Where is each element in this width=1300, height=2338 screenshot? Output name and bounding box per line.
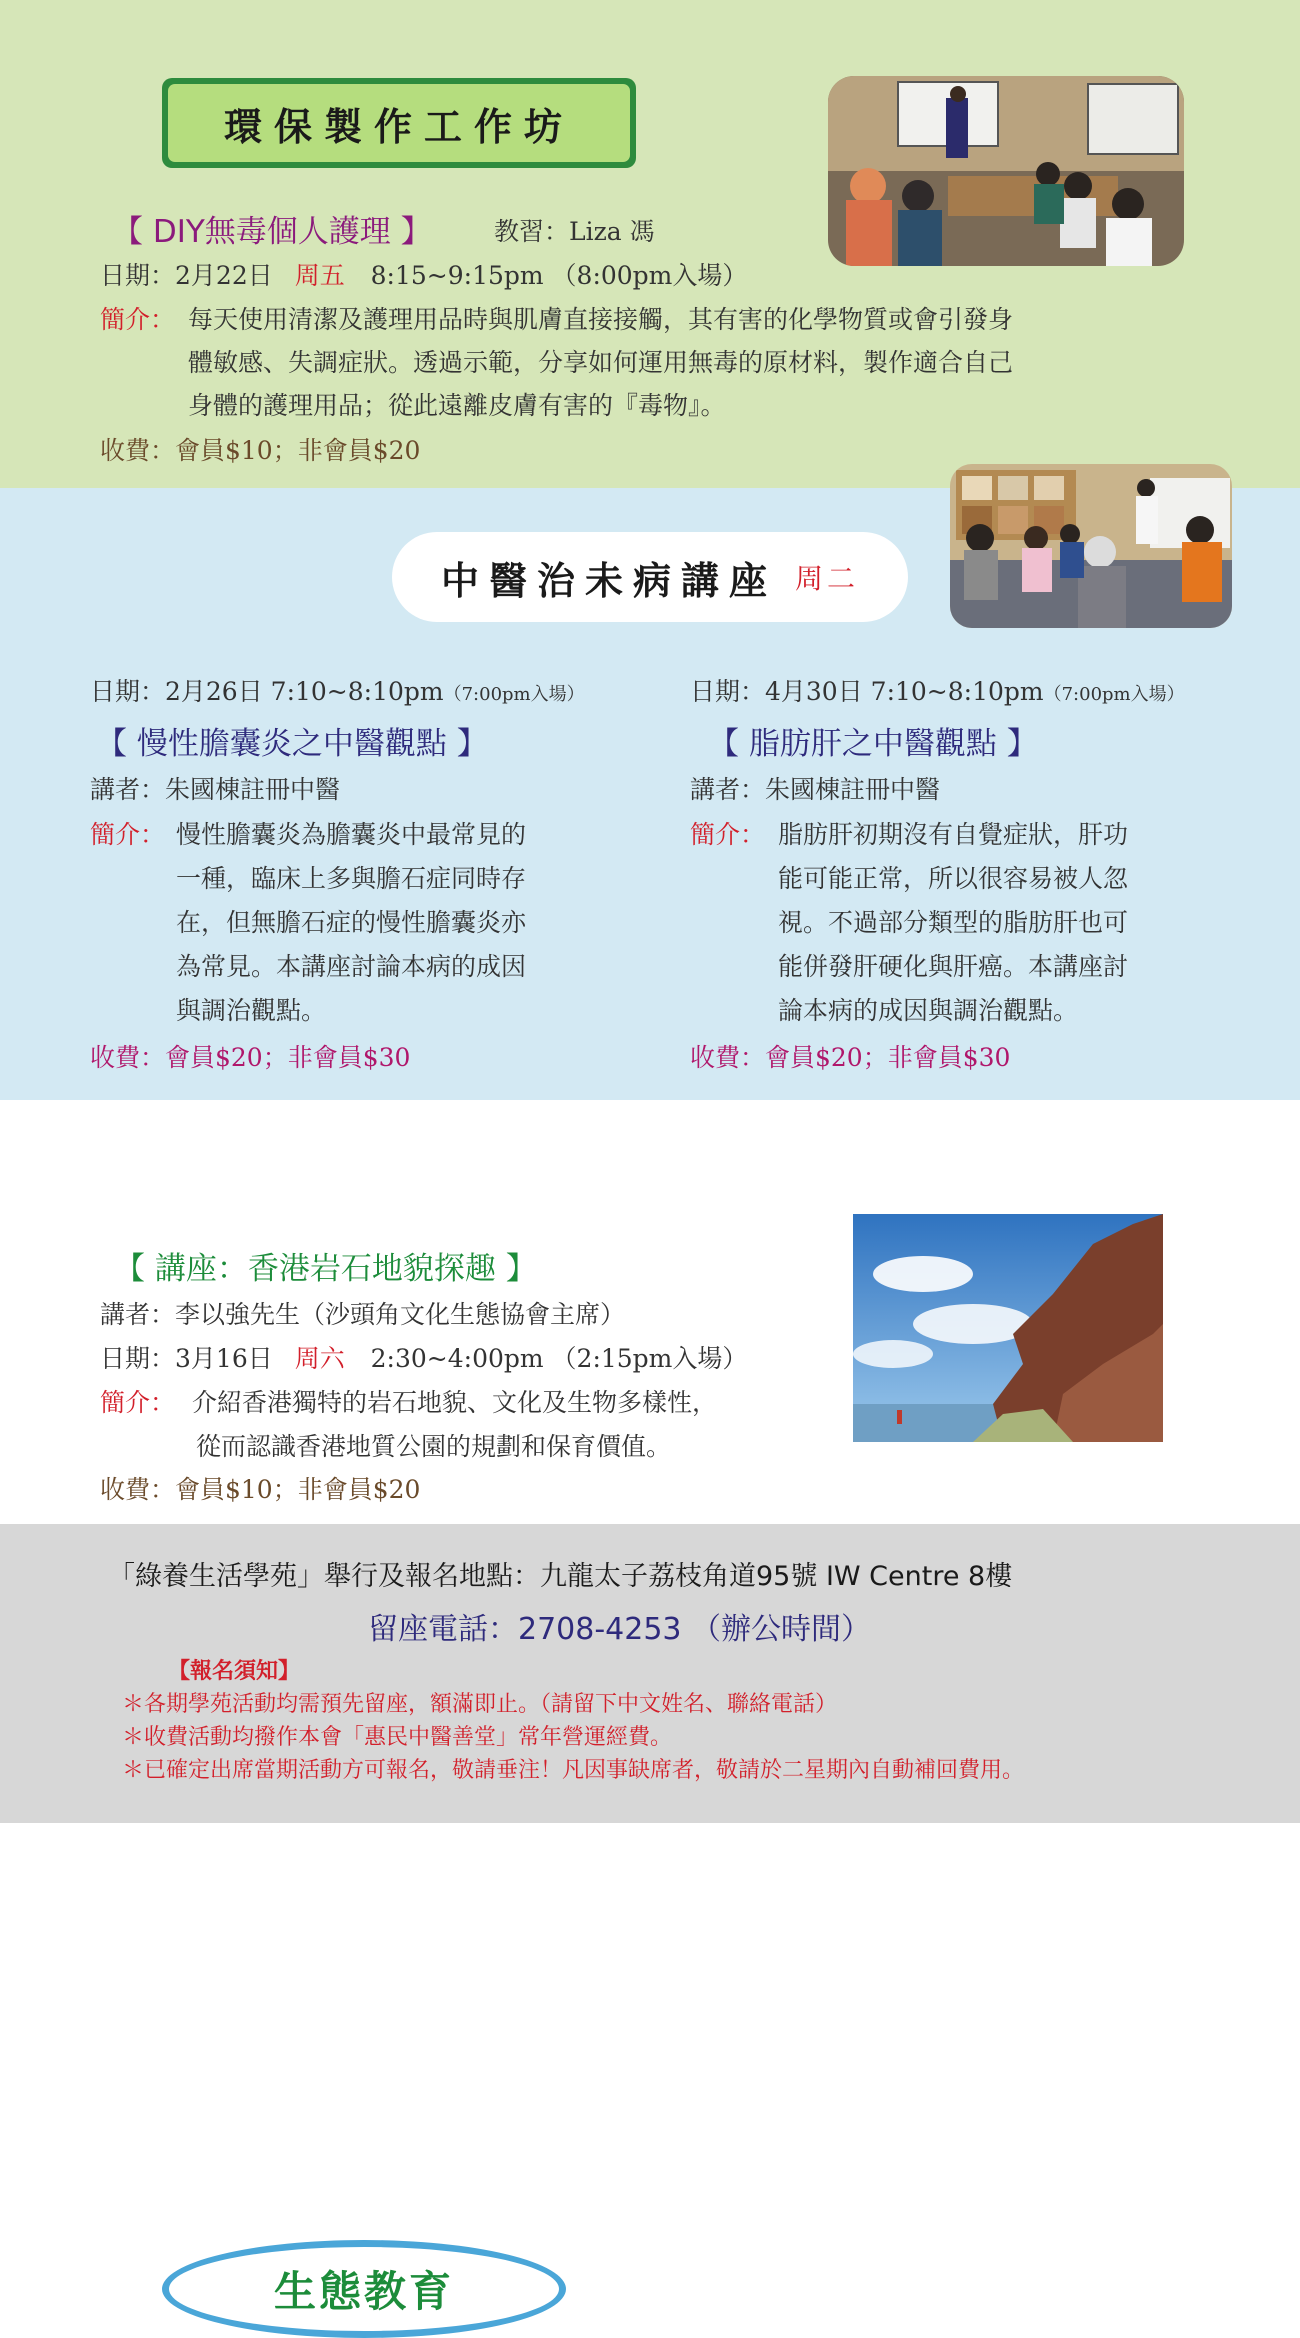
eco-topic: 【 講座：香港岩石地貌探趣 】 [114,1251,537,1287]
eco-title-ellipse [162,2240,566,2338]
footer-notice-title: 【報名須知】 [168,1659,301,1684]
tcm-right-intro-label: 簡介： [690,820,766,849]
tcm-left-speaker: 講者：朱國棟註冊中醫 [90,775,341,804]
workshop-date: 2月22日 [175,261,273,290]
tcm-right-intro-line: 能可能正常，所以很容易被人忽 [778,864,1129,893]
tcm-left-intro-line: 慢性膽囊炎為膽囊炎中最常見的 [176,820,527,849]
workshop-fee: 收費：會員$10；非會員$20 [100,436,421,465]
eco-weekday: 周六 [294,1344,345,1373]
tcm-left-topic: 【 慢性膽囊炎之中醫觀點 】 [96,726,488,762]
tcm-right-entry: （7:00pm入場） [1043,684,1185,705]
tcm-left-intro-label: 簡介： [90,820,166,849]
eco-photo [853,1214,1163,1442]
tcm-right-intro-line: 能併發肝硬化與肝癌。本講座討 [778,952,1129,981]
tcm-left-intro-line: 為常見。本講座討論本病的成因 [176,952,527,981]
footer-notice-item: ＊已確定出席當期活動方可報名，敬請垂注！凡因事缺席者，敬請於二星期內自動補回費用。 [122,1758,1025,1783]
tcm-right-intro-line: 脂肪肝初期沒有自覺症狀，肝功 [778,820,1129,849]
workshop-tutor: 教習：Liza 馮 [494,217,655,246]
tcm-left-intro-line: 一種，臨床上多與膽石症同時存 [176,864,527,893]
workshop-intro-label: 簡介： [100,305,176,334]
tcm-title-pill [392,532,908,622]
workshop-weekday: 周五 [294,261,345,290]
workshop-time: 8:15~9:15pm （8:00pm入場） [370,261,748,290]
footer-phone: 留座電話：2708-4253 （辦公時間） [368,1612,872,1647]
tcm-photo [950,464,1232,628]
tcm-right-fee: 收費：會員$20；非會員$30 [690,1043,1011,1072]
tcm-right-date-line [690,672,1185,708]
tcm-right-speaker: 講者：朱國棟註冊中醫 [690,775,941,804]
tcm-right-intro-line: 視。不過部分類型的脂肪肝也可 [778,908,1129,937]
workshop-intro-line: 身體的護理用品；從此遠離皮膚有害的『毒物』。 [188,391,726,420]
tcm-weekday: 周二 [795,562,860,595]
tcm-right-date: 日期：4月30日 7:10~8:10pm [690,677,1044,706]
eco-date-label: 日期： [100,1344,176,1373]
eco-time: 2:30~4:00pm （2:15pm入場） [370,1344,748,1373]
eco-date: 3月16日 [175,1344,273,1373]
tcm-left-intro-line: 在，但無膽石症的慢性膽囊炎亦 [176,908,527,937]
eco-title: 生態教育 [273,2267,454,2316]
workshop-date-label: 日期： [100,261,176,290]
tcm-left-intro-line: 與調治觀點。 [176,996,327,1025]
eco-intro-line: 從而認識香港地質公園的規劃和保育價值。 [196,1432,672,1461]
workshop-title: 環保製作工作坊 [168,84,630,162]
tcm-left-date: 日期：2月26日 7:10~8:10pm [90,677,444,706]
footer-venue: 「綠養生活學苑」舉行及報名地點：九龍太子荔枝角道95號 IW Centre 8樓 [108,1561,1013,1592]
tcm-right-topic: 【 脂肪肝之中醫觀點 】 [708,726,1038,762]
tcm-left-entry: （7:00pm入場） [443,684,585,705]
workshop-intro-line: 每天使用清潔及護理用品時與肌膚直接接觸，其有害的化學物質或會引發身 [188,305,1014,334]
workshop-photo [828,76,1184,266]
eco-speaker: 講者：李以強先生（沙頭角文化生態協會主席） [100,1300,626,1329]
eco-intro-line: 介紹香港獨特的岩石地貌、文化及生物多樣性， [192,1388,718,1417]
eco-date-line [100,1339,747,1375]
tcm-left-date-line [90,672,585,708]
workshop-course: 【 DIY無毒個人護理 】 [112,214,432,250]
eco-intro-label: 簡介： [100,1388,176,1417]
footer-section [0,1524,1300,1823]
workshop-title-box [162,78,636,168]
footer-notice-item: ＊各期學苑活動均需預先留座，額滿即止。（請留下中文姓名、聯絡電話） [122,1692,838,1717]
workshop-section [0,0,1300,488]
tcm-right-intro-line: 論本病的成因與調治觀點。 [778,996,1079,1025]
workshop-date-line [100,256,747,292]
workshop-intro-line: 體敏感、失調症狀。透過示範，分享如何運用無毒的原材料，製作適合自己 [188,348,1014,377]
footer-notice-item: ＊收費活動均撥作本會「惠民中醫善堂」常年營運經費。 [122,1725,673,1750]
eco-fee: 收費：會員$10；非會員$20 [100,1475,421,1504]
tcm-title: 中醫治未病講座 [440,557,777,603]
tcm-left-fee: 收費：會員$20；非會員$30 [90,1043,411,1072]
